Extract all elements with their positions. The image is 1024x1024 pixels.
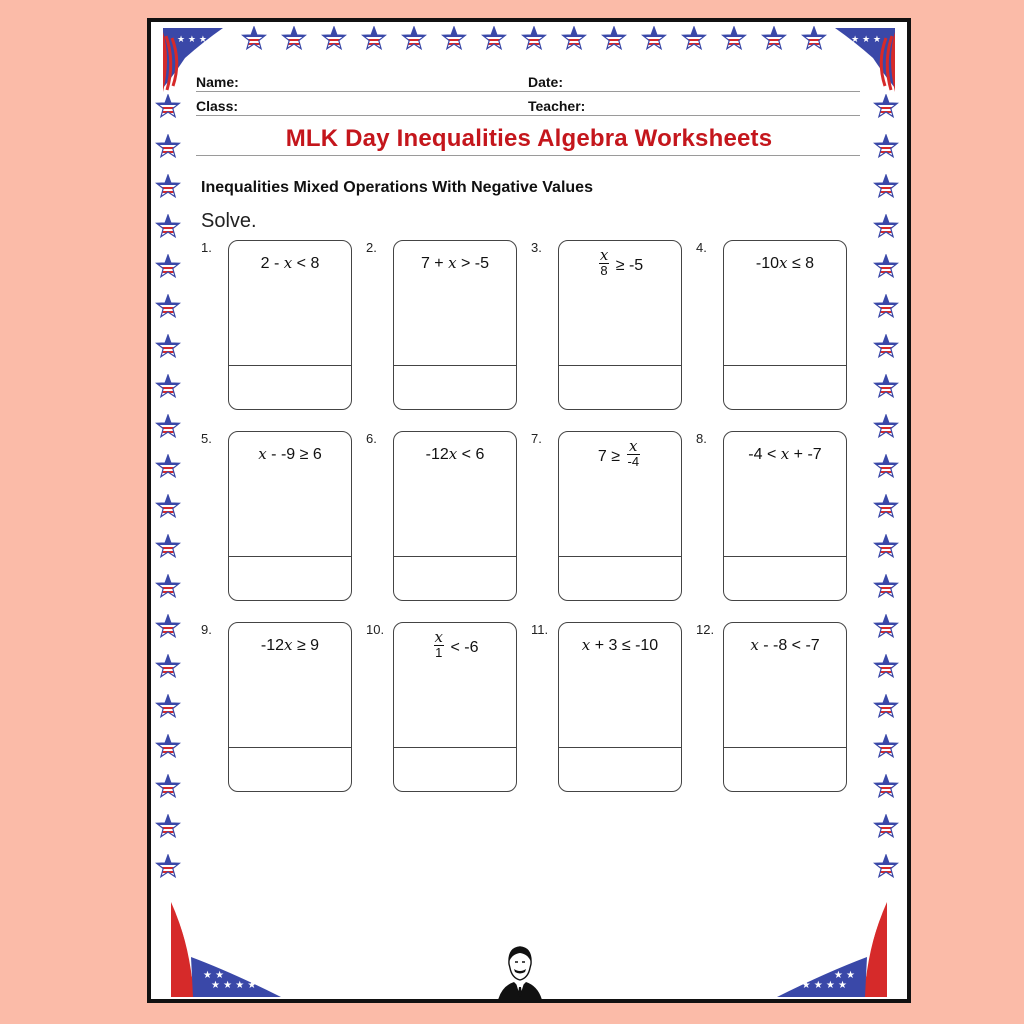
problem-number: 8. bbox=[696, 431, 707, 446]
worksheet-title: MLK Day Inequalities Algebra Worksheets bbox=[285, 125, 773, 152]
border-star-icon bbox=[873, 214, 899, 240]
fraction-numerator: x bbox=[599, 246, 609, 264]
expression-text: 2 - bbox=[260, 255, 284, 272]
border-star-icon bbox=[155, 174, 181, 200]
answer-divider bbox=[724, 556, 846, 557]
border-star-icon bbox=[641, 26, 667, 52]
corner-flag-bottom-left bbox=[171, 902, 281, 1002]
variable: x bbox=[258, 445, 267, 463]
title-underline bbox=[196, 155, 860, 156]
expression-text: -4 < bbox=[748, 446, 781, 463]
variable: x bbox=[284, 636, 293, 654]
svg-text:★ ★: ★ ★ bbox=[833, 970, 855, 981]
border-star-icon bbox=[761, 26, 787, 52]
problem-expression bbox=[724, 636, 846, 655]
problem-expression bbox=[559, 246, 681, 278]
answer-divider bbox=[394, 365, 516, 366]
border-star-icon bbox=[281, 26, 307, 52]
border-star-icon bbox=[155, 294, 181, 320]
fraction-denominator: 8 bbox=[600, 263, 608, 278]
border-star-icon bbox=[155, 854, 181, 880]
date-label: Date: bbox=[528, 74, 564, 90]
expression-text: + -7 bbox=[789, 446, 822, 463]
border-star-icon bbox=[873, 654, 899, 680]
corner-flag-top-right bbox=[833, 28, 895, 99]
fraction bbox=[627, 439, 641, 469]
fraction-denominator: 1 bbox=[435, 645, 443, 660]
border-star-icon bbox=[155, 654, 181, 680]
expression-text: -12 bbox=[260, 637, 285, 654]
corner-flag-bottom-right bbox=[777, 902, 887, 1002]
fraction-numerator: x bbox=[434, 628, 443, 646]
answer-divider bbox=[724, 747, 846, 748]
answer-divider bbox=[559, 365, 681, 366]
expression-text: 7 ≥ bbox=[597, 448, 625, 466]
variable: x bbox=[283, 254, 293, 272]
expression-text: < 6 bbox=[457, 446, 485, 463]
border-star-icon bbox=[155, 374, 181, 400]
fraction-denominator: -4 bbox=[627, 454, 640, 469]
expression-text: ≥ 9 bbox=[292, 637, 320, 654]
problem-number: 6. bbox=[366, 431, 377, 446]
expression-text: < -6 bbox=[446, 639, 479, 657]
problem-box[interactable] bbox=[558, 431, 682, 601]
name-label: Name: bbox=[196, 74, 239, 90]
border-star-icon bbox=[155, 214, 181, 240]
variable: x bbox=[581, 636, 591, 654]
problem-expression bbox=[559, 437, 681, 469]
expression-text: > -5 bbox=[456, 255, 490, 272]
problem-number: 11. bbox=[531, 622, 549, 637]
answer-divider bbox=[229, 556, 351, 557]
border-star-icon bbox=[721, 26, 747, 52]
border-star-icon bbox=[441, 26, 467, 52]
border-star-icon bbox=[873, 374, 899, 400]
variable: x bbox=[448, 445, 458, 463]
fraction bbox=[434, 630, 444, 660]
expression-text: 7 + bbox=[420, 255, 449, 272]
problem-number: 12. bbox=[696, 622, 715, 637]
border-star-icon bbox=[155, 774, 181, 800]
problem-box[interactable] bbox=[723, 622, 847, 792]
border-star-icon bbox=[241, 26, 267, 52]
problem-expression bbox=[394, 628, 516, 660]
border-star-icon bbox=[601, 26, 627, 52]
mlk-portrait-image bbox=[496, 942, 544, 1002]
expression-text: -10 bbox=[755, 255, 780, 272]
problem-box[interactable] bbox=[228, 431, 352, 601]
border-star-icon bbox=[481, 26, 507, 52]
answer-divider bbox=[559, 556, 681, 557]
border-star-icon bbox=[155, 454, 181, 480]
variable: x bbox=[779, 254, 788, 272]
problem-number: 2. bbox=[366, 240, 377, 255]
problem-number: 10. bbox=[366, 622, 385, 637]
border-star-icon bbox=[561, 26, 587, 52]
svg-text:★ ★ ★ ★: ★ ★ ★ ★ bbox=[211, 980, 257, 991]
border-star-icon bbox=[873, 294, 899, 320]
problem-expression bbox=[229, 254, 351, 273]
border-star-icon bbox=[873, 814, 899, 840]
expression-text: < 8 bbox=[292, 255, 320, 272]
problem-number: 3. bbox=[531, 240, 542, 255]
expression-text: - -9 ≥ 6 bbox=[266, 446, 322, 463]
border-star-icon bbox=[155, 494, 181, 520]
border-star-icon bbox=[155, 334, 181, 360]
problem-number: 9. bbox=[201, 622, 212, 637]
border-star-icon bbox=[155, 814, 181, 840]
svg-text:★ ★ ★: ★ ★ ★ bbox=[177, 35, 207, 45]
problem-expression bbox=[559, 636, 681, 655]
class-teacher-line bbox=[196, 115, 860, 116]
fraction-numerator: x bbox=[627, 439, 641, 455]
variable: x bbox=[780, 445, 790, 463]
border-star-icon bbox=[873, 854, 899, 880]
problem-box[interactable] bbox=[558, 622, 682, 792]
border-star-icon bbox=[155, 414, 181, 440]
border-star-icon bbox=[873, 414, 899, 440]
answer-divider bbox=[229, 747, 351, 748]
instruction-text: Solve. bbox=[201, 210, 257, 232]
variable: x bbox=[750, 636, 759, 654]
problem-box[interactable] bbox=[723, 431, 847, 601]
answer-divider bbox=[394, 747, 516, 748]
border-star-icon bbox=[873, 334, 899, 360]
problem-box[interactable] bbox=[393, 240, 517, 410]
expression-text: ≤ 8 bbox=[787, 255, 815, 272]
problem-box[interactable] bbox=[228, 622, 352, 792]
border-star-icon bbox=[155, 734, 181, 760]
border-star-icon bbox=[321, 26, 347, 52]
svg-text:★ ★: ★ ★ bbox=[203, 970, 225, 981]
border-star-icon bbox=[873, 534, 899, 560]
problem-box[interactable] bbox=[228, 240, 352, 410]
border-star-icon bbox=[873, 734, 899, 760]
problem-number: 5. bbox=[201, 431, 212, 446]
svg-text:★ ★ ★: ★ ★ ★ bbox=[851, 35, 881, 45]
problem-expression bbox=[394, 254, 516, 273]
name-date-line bbox=[196, 91, 860, 92]
expression-text: - -8 < -7 bbox=[758, 637, 820, 654]
expression-text: + 3 ≤ -10 bbox=[590, 637, 659, 654]
border-star-icon bbox=[521, 26, 547, 52]
border-star-icon bbox=[155, 534, 181, 560]
answer-divider bbox=[394, 556, 516, 557]
problem-box[interactable] bbox=[558, 240, 682, 410]
problem-expression bbox=[724, 445, 846, 464]
border-star-icon bbox=[873, 454, 899, 480]
problem-number: 4. bbox=[696, 240, 707, 255]
svg-text:★ ★ ★ ★: ★ ★ ★ ★ bbox=[801, 980, 847, 991]
variable: x bbox=[448, 254, 457, 272]
expression-text: -12 bbox=[425, 446, 449, 463]
worksheet-page bbox=[147, 18, 911, 1003]
fraction bbox=[599, 248, 609, 278]
border-star-icon bbox=[155, 694, 181, 720]
border-star-icon bbox=[873, 574, 899, 600]
border-star-icon bbox=[155, 254, 181, 280]
problem-number: 1. bbox=[201, 240, 212, 255]
answer-divider bbox=[724, 365, 846, 366]
problem-expression bbox=[394, 445, 516, 464]
problem-box[interactable] bbox=[393, 622, 517, 792]
border-star-icon bbox=[873, 494, 899, 520]
problem-expression bbox=[724, 254, 846, 273]
border-star-icon bbox=[873, 774, 899, 800]
border-star-icon bbox=[873, 254, 899, 280]
class-label: Class: bbox=[196, 98, 239, 114]
border-star-icon bbox=[361, 26, 387, 52]
answer-divider bbox=[229, 365, 351, 366]
border-star-icon bbox=[155, 574, 181, 600]
border-star-icon bbox=[155, 614, 181, 640]
section-subtitle: Inequalities Mixed Operations With Negative Values bbox=[201, 179, 593, 196]
expression-text: ≥ -5 bbox=[611, 257, 644, 275]
border-star-icon bbox=[681, 26, 707, 52]
border-star-icon bbox=[401, 26, 427, 52]
problem-box[interactable] bbox=[723, 240, 847, 410]
answer-divider bbox=[559, 747, 681, 748]
problem-number: 7. bbox=[531, 431, 542, 446]
problem-box[interactable] bbox=[393, 431, 517, 601]
border-star-icon bbox=[801, 26, 827, 52]
border-star-icon bbox=[873, 614, 899, 640]
problem-expression bbox=[229, 445, 351, 464]
teacher-label: Teacher: bbox=[528, 98, 586, 114]
problem-expression bbox=[229, 636, 351, 655]
border-star-icon bbox=[873, 174, 899, 200]
border-star-icon bbox=[873, 694, 899, 720]
